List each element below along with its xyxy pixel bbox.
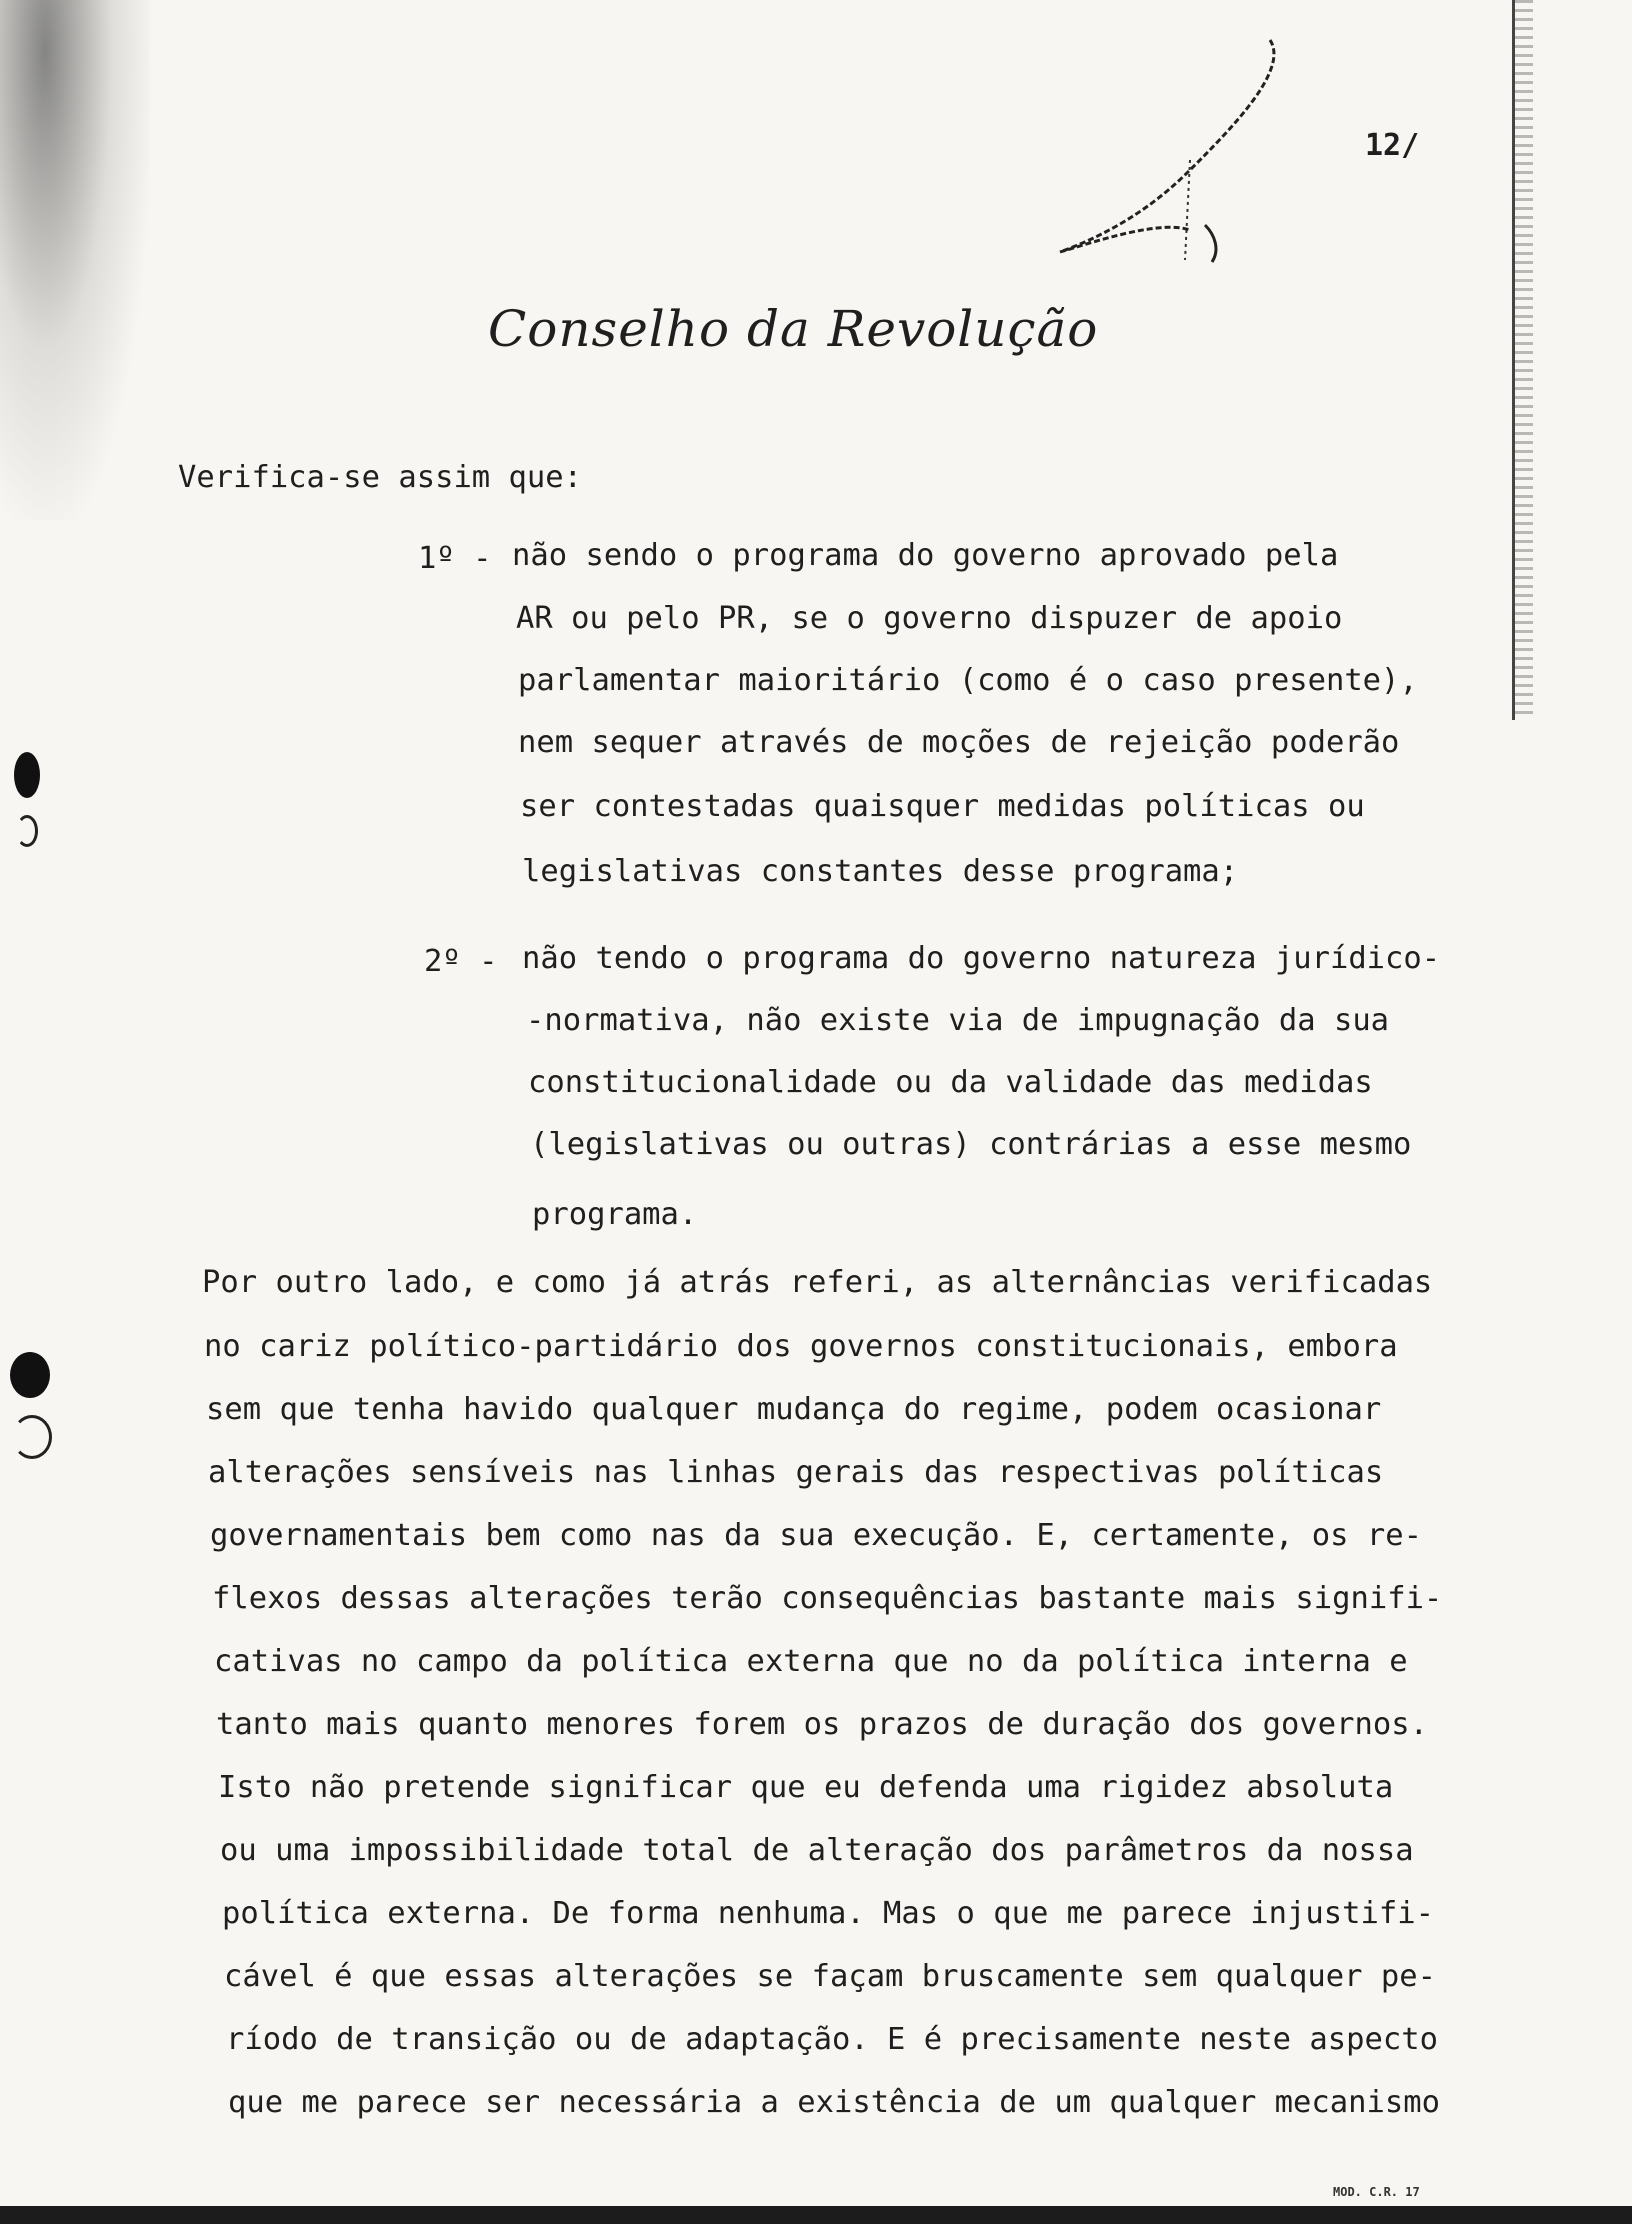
punch-hole-upper-ring bbox=[16, 815, 38, 847]
paragraph-line: política externa. De forma nenhuma. Mas o que me parece injustifi- bbox=[222, 1896, 1434, 1931]
punch-hole-lower-ring bbox=[12, 1415, 52, 1459]
item-1-line: parlamentar maioritário (como é o caso presente), bbox=[518, 663, 1418, 698]
paragraph-line: ou uma impossibilidade total de alteração dos parâmetros da nossa bbox=[220, 1833, 1414, 1868]
item-2-line: não tendo o programa do governo natureza jurídico- bbox=[522, 941, 1441, 976]
item-1-line: AR ou pelo PR, se o governo dispuzer de apoio bbox=[516, 601, 1343, 636]
paragraph-line: no cariz político-partidário dos governos constitucionais, embora bbox=[204, 1329, 1398, 1364]
letterhead-title: Conselho da Revolução bbox=[488, 300, 1099, 358]
item-1-line: legislativas constantes desse programa; bbox=[522, 854, 1239, 889]
paragraph-line: cativas no campo da política externa que no da política interna e bbox=[214, 1644, 1408, 1679]
form-code: MOD. C.R. 17 bbox=[1333, 2185, 1420, 2199]
paragraph-line: ríodo de transição ou de adaptação. E é precisamente neste aspecto bbox=[226, 2022, 1438, 2057]
item-1-line: ser contestadas quaisquer medidas políticas ou bbox=[520, 789, 1365, 824]
paragraph-line: Isto não pretende significar que eu defenda uma rigidez absoluta bbox=[218, 1770, 1394, 1805]
item-2-line: -normativa, não existe via de impugnação da sua bbox=[526, 1003, 1390, 1038]
paragraph-line: tanto mais quanto menores forem os prazos de duração dos governos. bbox=[216, 1707, 1428, 1742]
paragraph-line: cável é que essas alterações se façam bruscamente sem qualquer pe- bbox=[224, 1959, 1436, 1994]
paragraph-line: que me parece ser necessária a existência de um qualquer mecanismo bbox=[228, 2085, 1440, 2120]
punch-hole-upper bbox=[14, 752, 40, 798]
paragraph-line: sem que tenha havido qualquer mudança do regime, podem ocasionar bbox=[206, 1392, 1382, 1427]
paragraph-line: flexos dessas alterações terão consequências bastante mais signifi- bbox=[212, 1581, 1443, 1616]
paragraph-line: governamentais bem como nas da sua execução. E, certamente, os re- bbox=[210, 1518, 1422, 1553]
punch-hole-lower bbox=[10, 1352, 50, 1398]
item-number-2: 2º - bbox=[424, 944, 498, 979]
intro-line: Verifica-se assim que: bbox=[178, 460, 582, 495]
scan-bottom-edge bbox=[0, 2206, 1632, 2224]
item-2-line: constitucionalidade ou da validade das medidas bbox=[528, 1065, 1373, 1100]
scan-shadow-left bbox=[0, 0, 150, 520]
item-number-1: 1º - bbox=[418, 541, 492, 576]
item-2-line: (legislativas ou outras) contrárias a esse mesmo bbox=[530, 1127, 1412, 1162]
scan-edge-right bbox=[1512, 0, 1533, 720]
page-number: 12/ bbox=[1365, 128, 1420, 163]
handwritten-signature bbox=[1040, 30, 1300, 300]
paragraph-line: Por outro lado, e como já atrás referi, as alternâncias verificadas bbox=[202, 1265, 1433, 1300]
item-1-line: não sendo o programa do governo aprovado pela bbox=[512, 538, 1339, 573]
paragraph-line: alterações sensíveis nas linhas gerais das respectivas políticas bbox=[208, 1455, 1384, 1490]
item-2-line: programa. bbox=[532, 1197, 698, 1232]
item-1-line: nem sequer através de moções de rejeição poderão bbox=[518, 725, 1400, 760]
